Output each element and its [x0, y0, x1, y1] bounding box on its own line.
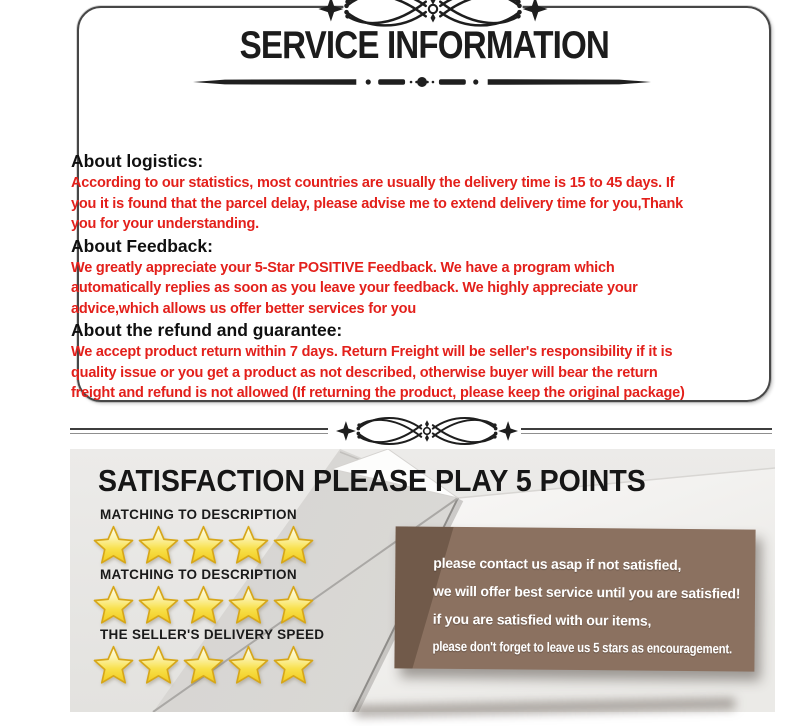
notice-line: please don't forget to leave us 5 stars as encouragement.: [432, 638, 733, 657]
section-line: freight and refund is not allowed (If returning the product, please keep the original package): [71, 385, 685, 401]
notice-box: [394, 526, 755, 671]
section-line: We greatly appreciate your 5-Star POSITIVE Feedback. We have a program which: [71, 259, 615, 276]
star-icon: [92, 645, 135, 685]
section-line: you for your understanding.: [71, 216, 259, 232]
star-icon: [92, 525, 135, 565]
rating-group: [92, 567, 324, 625]
mid-divider-right-line: [521, 428, 772, 434]
star-icon: [92, 585, 135, 625]
star-icon: [137, 645, 180, 685]
title-divider-icon: [193, 75, 651, 89]
ratings-list: [92, 507, 324, 687]
page-title: SERVICE INFORMATION: [239, 24, 609, 67]
star-icon: [272, 585, 315, 625]
star-icon: [227, 645, 270, 685]
star-icon: [137, 525, 180, 565]
info-section-refund: [71, 319, 800, 404]
satisfaction-panel: [70, 449, 775, 712]
star-icon: [182, 645, 225, 685]
rating-label: MATCHING TO DESCRIPTION: [100, 567, 297, 582]
section-line: quality issue or you get a product as not described, otherwise buyer will bear the return: [71, 364, 658, 381]
star-icon: [272, 645, 315, 685]
star-icon: [272, 525, 315, 565]
rating-group: [92, 507, 324, 565]
notice-line: please contact us asap if not satisfied,: [433, 554, 682, 573]
rating-group: [92, 627, 324, 685]
mid-divider-left-line: [70, 428, 328, 434]
rating-label: MATCHING TO DESCRIPTION: [100, 507, 297, 522]
section-heading: About the refund and guarantee:: [71, 320, 343, 340]
star-icon: [227, 525, 270, 565]
info-section-logistics: [71, 150, 800, 235]
notice-line: if you are satisfied with our items,: [432, 610, 652, 629]
flourish-ornament-mid-icon: [336, 411, 518, 451]
section-line: automatically replies as soon as you leave your feedback. We highly appreciate your: [71, 280, 638, 296]
satisfaction-title: SATISFACTION PLEASE PLAY 5 POINTS: [98, 463, 646, 498]
notice-lines: [394, 526, 755, 663]
info-section-feedback: [71, 235, 800, 320]
star-row: [92, 525, 324, 565]
star-row: [92, 645, 324, 685]
star-icon: [182, 585, 225, 625]
star-icon: [137, 585, 180, 625]
star-icon: [227, 585, 270, 625]
section-line: According to our statistics, most countries are usually the delivery time is 15 to 45 days. If: [71, 175, 675, 191]
star-row: [92, 585, 324, 625]
section-line: advice,which allows us offer better services for you: [71, 300, 416, 317]
section-heading: About logistics:: [71, 151, 204, 171]
section-line: We accept product return within 7 days. Return Freight will be seller's responsibility if it is: [71, 344, 673, 360]
notice-line: we will offer best service until you are satisfied!: [432, 582, 741, 602]
section-line: you it is found that the parcel delay, please advise me to extend delivery time for you,Thank: [71, 195, 684, 212]
section-heading: About Feedback:: [71, 235, 213, 256]
rating-label: THE SELLER'S DELIVERY SPEED: [100, 627, 325, 642]
star-icon: [182, 525, 225, 565]
service-info-text: [71, 150, 800, 404]
